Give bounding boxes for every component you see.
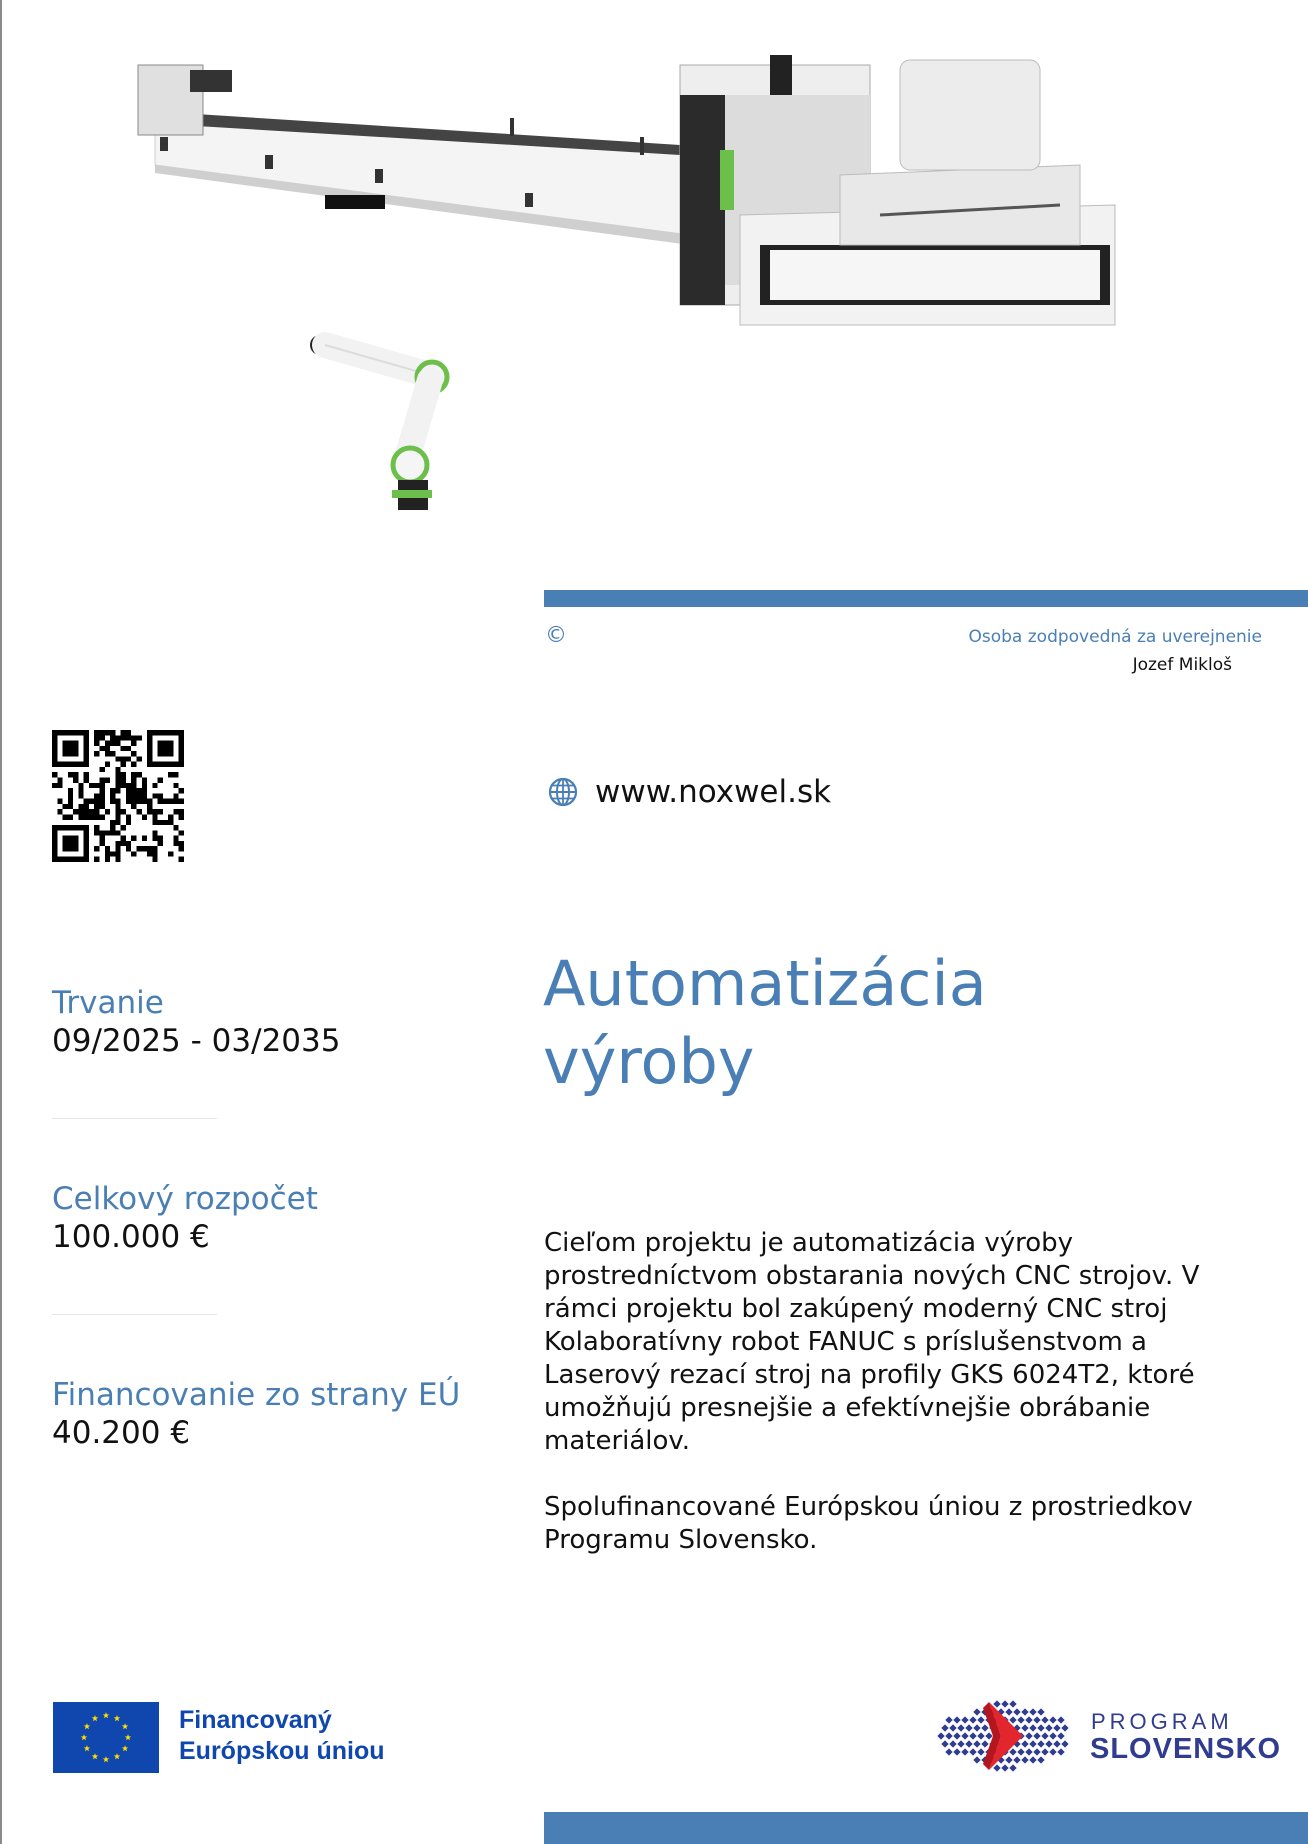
eu-funded-text — [179, 1705, 385, 1767]
responsible-person-name: Jozef Mikloš — [1132, 655, 1232, 675]
project-title-line: výroby — [543, 1025, 755, 1098]
eu-funding-value: 40.200 € — [52, 1415, 191, 1451]
qr-code[interactable] — [52, 730, 184, 862]
globe-icon — [547, 776, 579, 808]
header-accent-bar — [544, 590, 1308, 607]
project-title-line: Automatizácia — [543, 947, 987, 1020]
program-slovensko-logo-icon — [935, 1698, 1075, 1774]
eu-funded-line: Európskou úniou — [179, 1737, 385, 1765]
budget-label: Celkový rozpočet — [52, 1181, 318, 1217]
copyright-symbol: © — [545, 623, 567, 648]
duration-label: Trvanie — [52, 985, 164, 1021]
description-paragraph: Cieľom projektu je automatizácia výroby prostredníctvom obstarania nových CNC strojov. V rámci projektu bol zakúpený moderný CNC stroj Kolaboratívny robot FANUC s príslušenstvom a Laserový rezací stroj na profily GKS 6024T2, ktoré umožňujú presnejšie a efektívnejšie obrábanie materiálov. — [544, 1228, 1200, 1456]
page-edge — [0, 0, 2, 1844]
duration-value: 09/2025 - 03/2035 — [52, 1023, 341, 1059]
budget-value: 100.000 € — [52, 1219, 210, 1255]
eu-flag-icon — [53, 1702, 159, 1773]
footer-accent-bar — [544, 1812, 1308, 1844]
machinery-image — [80, 55, 1180, 545]
divider — [52, 1118, 217, 1119]
website-link[interactable]: www.noxwel.sk — [595, 774, 832, 810]
eu-funded-line: Financovaný — [179, 1706, 332, 1734]
divider — [52, 1314, 217, 1315]
responsible-person-label: Osoba zodpovedná za uverejnenie — [968, 627, 1262, 647]
project-title — [543, 945, 1243, 1101]
eu-funding-label: Financovanie zo strany EÚ — [52, 1377, 461, 1413]
program-label: PROGRAM — [1091, 1709, 1233, 1734]
cofinancing-statement: Spolufinancované Európskou úniou z prostriedkov Programu Slovensko. — [544, 1492, 1193, 1555]
slovensko-label: SLOVENSKO — [1090, 1733, 1282, 1765]
project-description — [544, 1227, 1244, 1557]
